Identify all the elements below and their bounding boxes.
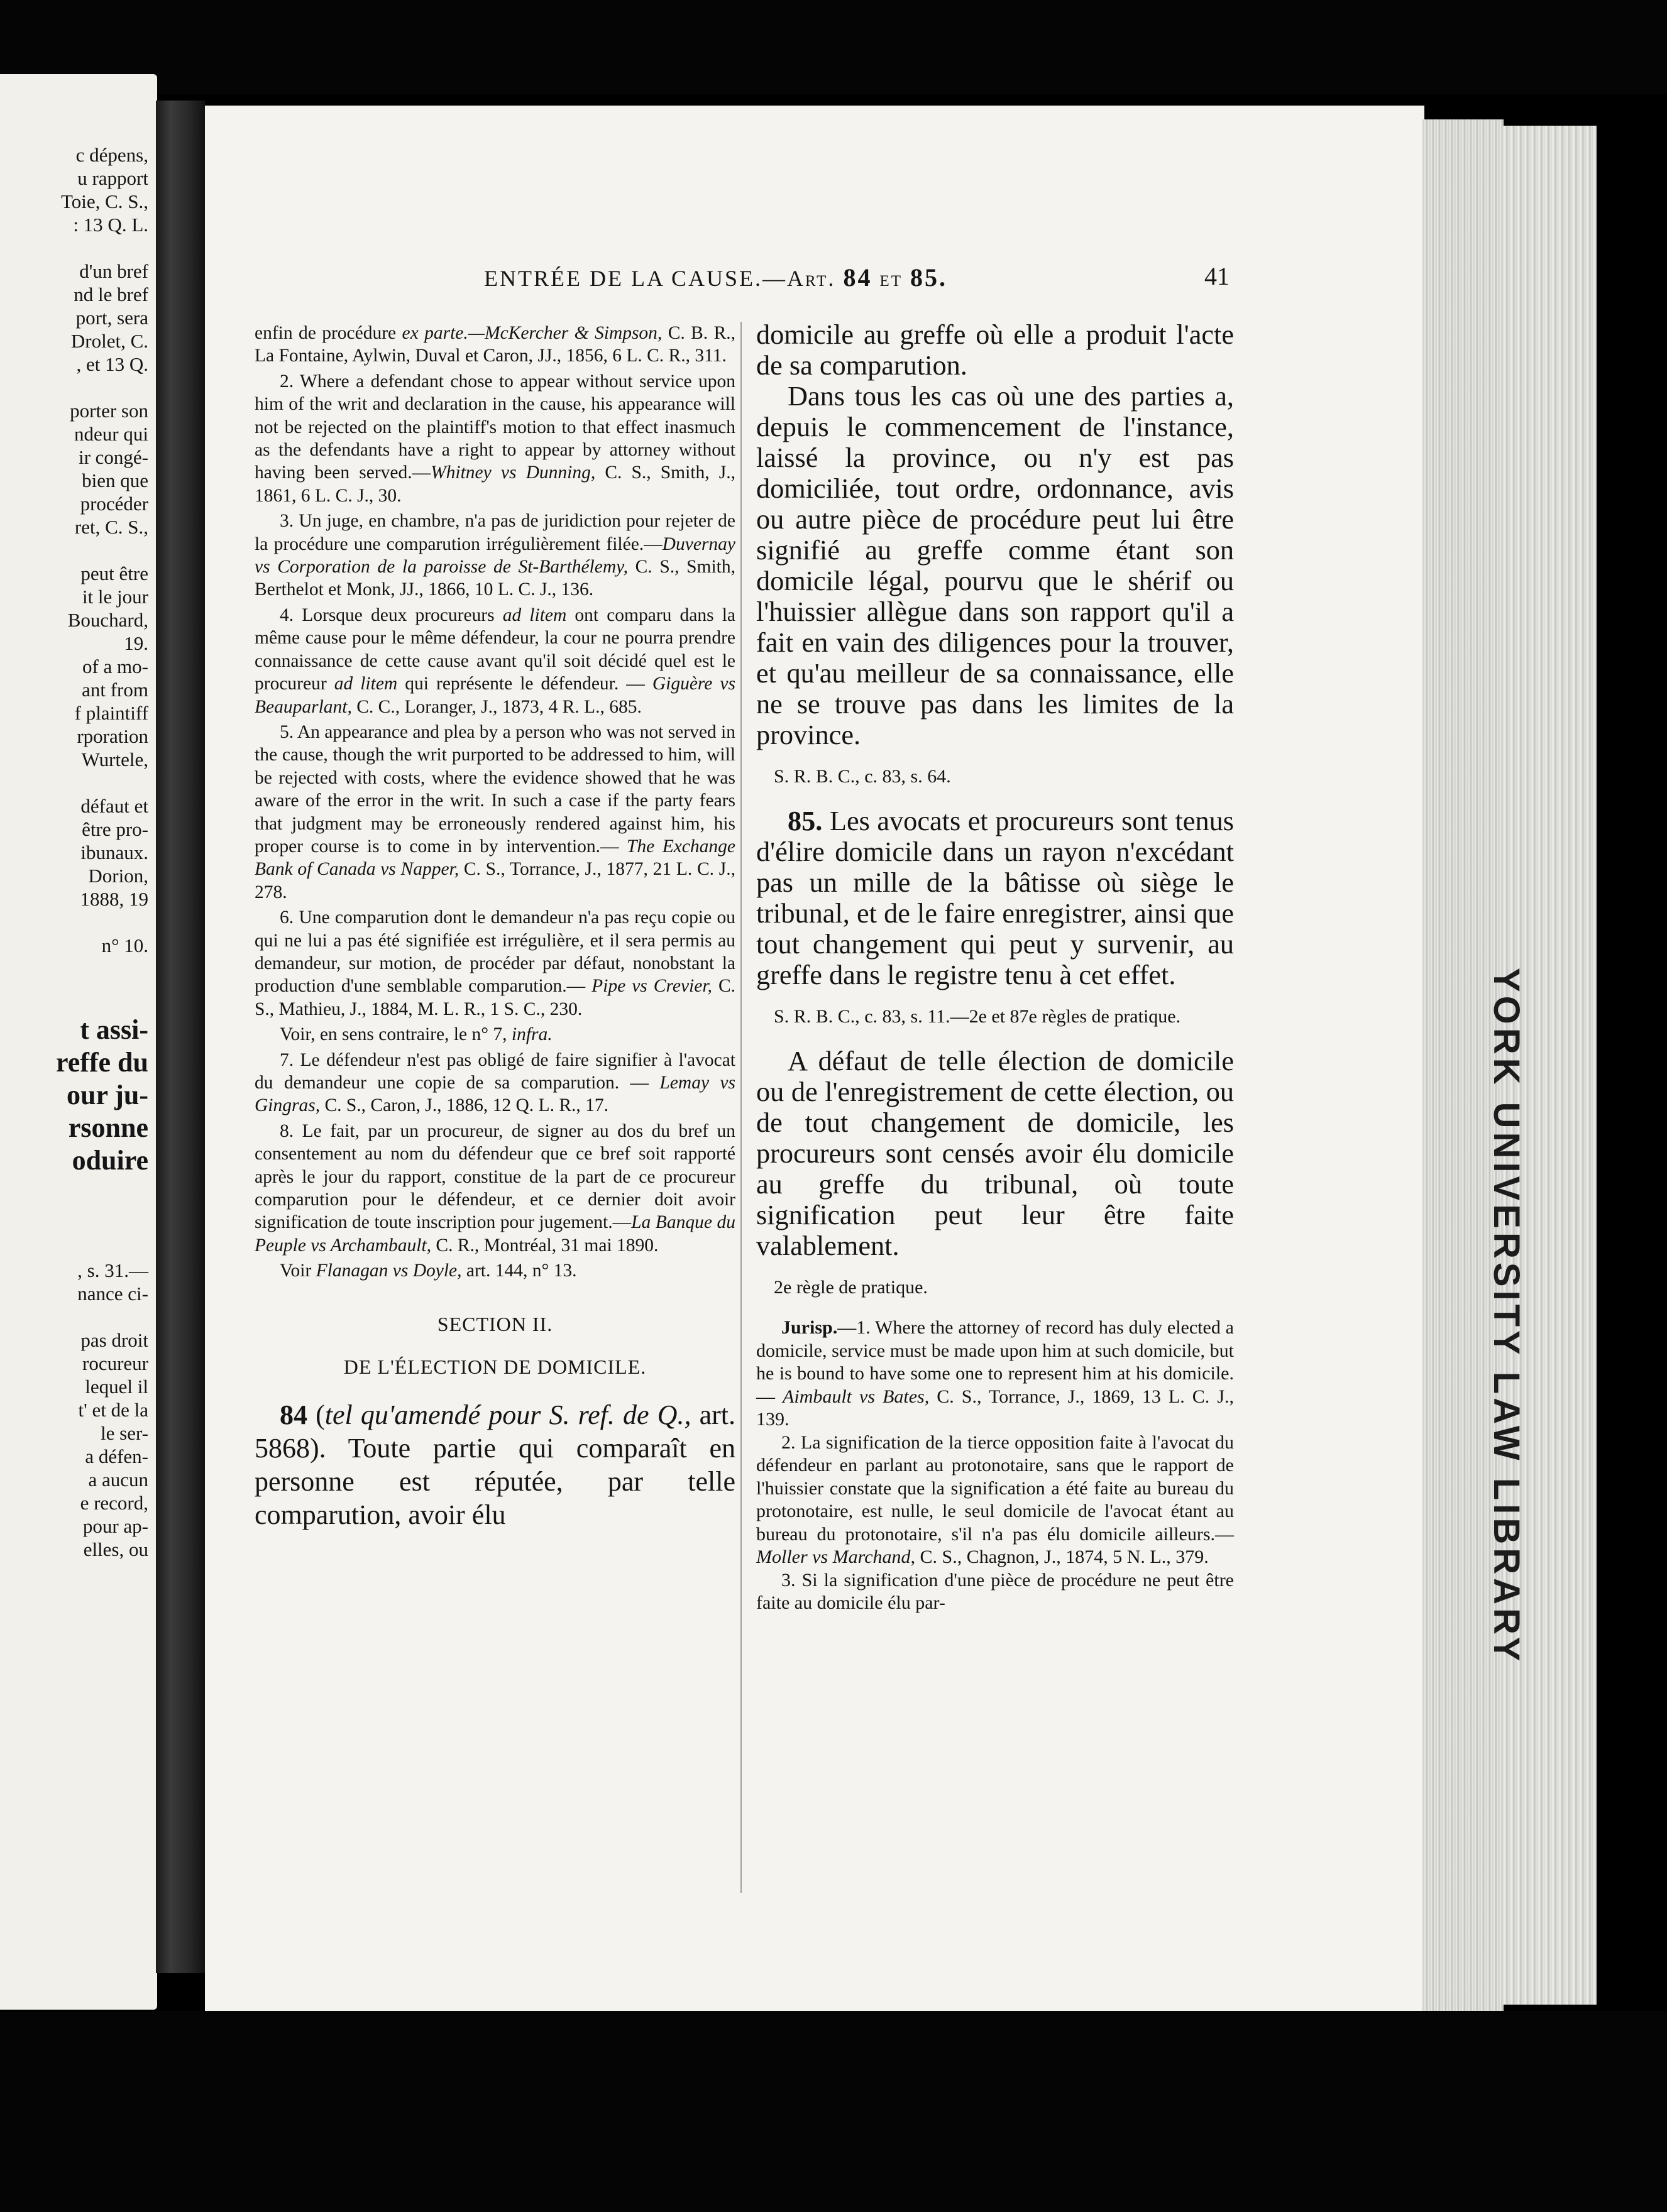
- prev-page-line: , et 13 Q.: [76, 353, 148, 375]
- prev-page-line: nance ci-: [77, 1283, 148, 1305]
- prev-page-line: , s. 31.—: [77, 1259, 148, 1281]
- prev-page-line: oduire: [72, 1145, 148, 1176]
- right-column: [756, 319, 1234, 1615]
- article-84: 84 (tel qu'amendé pour S. ref. de Q., art. 5868). Toute partie qui comparaît en personne est réputée, par telle comparution, avoir élu: [255, 1399, 735, 1531]
- prev-page-line: f plaintiff: [74, 702, 148, 724]
- prev-page-line: rporation: [77, 725, 148, 747]
- prev-page-line: Toie, C. S.,: [60, 190, 148, 212]
- prev-page-line: our ju-: [67, 1080, 148, 1110]
- article-84-continuation: domicile au greffe où elle a produit l'acte de sa comparution.: [756, 319, 1234, 381]
- header-article-1: 84: [843, 263, 872, 292]
- jurisprudence-note-2: 2. La signification de la tierce opposition faite à l'avocat du défendeur en parlant au protonotaire, sans que le rapport de l'huissier constate que la signification a été faite au bureau du protonotaire, est nulle, le seul domicile de l'avocat étant au bureau du protonotaire, s'il n'a pas élu domicile ailleurs.—Moller vs Marchand, C. S., Chagnon, J., 1874, 5 N. L., 379.: [756, 1432, 1234, 1567]
- prev-page-line: lequel il: [85, 1376, 148, 1398]
- left-column: [255, 322, 735, 1534]
- prev-page-line: u rapport: [77, 167, 148, 189]
- prev-page-line: 1888, 19: [80, 888, 148, 910]
- jurisprudence-note-3: 3. Si la signification d'une pièce de procédure ne peut être faite au domicile élu par-: [756, 1569, 1234, 1613]
- article-85: 85. Les avocats et procureurs sont tenus d'élire domicile dans un rayon n'excédant pas un mille de la bâtisse où siège le tribunal, et de le faire enregistrer, ainsi que tout changement qui peut y survenir, au greffe dans le registre tenu à cet effet.: [756, 806, 1234, 990]
- prev-page-line: ndeur qui: [74, 423, 148, 445]
- header-article-2: 85.: [910, 263, 947, 292]
- library-stamp: [1458, 968, 1534, 1665]
- section-title: DE L'ÉLECTION DE DOMICILE.: [343, 1355, 647, 1379]
- scan-border-top: [0, 0, 1667, 94]
- prev-page-line: d'un bref: [79, 260, 148, 282]
- source-reference-2: S. R. B. C., c. 83, s. 11.—2e et 87e règles de pratique.: [774, 1006, 1181, 1027]
- jurisprudence-continuation: enfin de procédure ex parte.—McKercher & Simpson, C. B. R., La Fontaine, Aylwin, Duval et Caron, JJ., 1856, 6 L. C. R., 311.: [255, 323, 735, 366]
- prev-page-line: it le jour: [82, 586, 148, 608]
- article-85-paragraph-2: A défaut de telle élection de domicile ou de l'enregistrement de cette élection, ou de tout changement de domicile, les procureurs sont censés avoir élu domicile au greffe du tribunal, où toute signification peut leur être faite valablement.: [756, 1046, 1234, 1261]
- prev-page-line: e record,: [80, 1492, 148, 1514]
- prev-page-line: Drolet, C.: [70, 330, 148, 352]
- prev-page-line: port, sera: [75, 307, 148, 329]
- prev-page-line: rocureur: [82, 1352, 148, 1374]
- scan-border-bottom: [0, 2011, 1667, 2212]
- prev-page-line: reffe du: [55, 1047, 148, 1078]
- header-art-prefix: Art.: [786, 266, 836, 291]
- prev-page-line: a aucun: [88, 1469, 148, 1491]
- prev-page-line: Dorion,: [88, 865, 148, 887]
- prev-page-line: Bouchard,: [67, 609, 148, 631]
- case-note-5: 5. An appearance and plea by a person who was not served in the cause, though the writ purported to be addressed to him, will be rejected with costs, where the evidence showed that he was aware of the error in the writ. In such a case if the party fears that judgment may be erroneously rendered against him, his proper course is to come in by intervention.— The Exchange Bank of Canada vs Napper, C. S., Torrance, J., 1877, 21 L. C. J., 278.: [255, 721, 735, 902]
- article-84-paragraph-2: Dans tous les cas où une des parties a, depuis le commencement de l'instance, laissé la province, ou n'y est pas domiciliée, tout ordre, ordonnance, avis ou autre pièce de procédure peut lui être signifié au greffe comme étant son domicile légal, pourvu que le shérif ou l'huissier allègue dans son rapport qu'il a fait en vain des diligences pour la trouver, et qu'au meilleur de sa connaissance, elle ne se trouve pas dans les limites de la province.: [756, 381, 1234, 750]
- case-note-7: 7. Le défendeur n'est pas obligé de faire signifier à l'avocat du demandeur une copie de sa comparution. — Lemay vs Gingras, C. S., Caron, J., 1886, 12 Q. L. R., 17.: [255, 1049, 735, 1116]
- prev-page-line: être pro-: [82, 818, 148, 840]
- case-note-2: 2. Where a defendant chose to appear without service upon him of the writ and declaration in the cause, his appearance will not be rejected on the plaintiff's motion to that effect inasmuch as the defendants have a right to appear by attorney without having been served.—Whitney vs Dunning, C. S., Smith, J., 1861, 6 L. C. J., 30.: [255, 371, 736, 506]
- library-stamp-text: YORK UNIVERSITY LAW LIBRARY: [1486, 968, 1527, 1665]
- prev-page-line: ret, C. S.,: [74, 516, 148, 538]
- prev-page-line: nd le bref: [74, 283, 148, 305]
- prev-page-line: pas droit: [80, 1329, 148, 1351]
- prev-page-line: : 13 Q. L.: [73, 214, 148, 236]
- case-note-3: 3. Un juge, en chambre, n'a pas de juridiction pour rejeter de la procédure une comparution irrégulièrement filée.—Duvernay vs Corporation de la paroisse de St-Barthélemy, C. S., Smith, Berthelot et Monk, JJ., 1866, 10 L. C. J., 136.: [255, 511, 735, 600]
- prev-page-line: pour ap-: [82, 1515, 148, 1537]
- prev-page-line: défaut et: [80, 795, 148, 817]
- cross-reference: Voir, en sens contraire, le n° 7, infra.: [280, 1024, 553, 1045]
- prev-page-line: Wurtele,: [81, 748, 148, 770]
- prev-page-line: 19.: [124, 632, 148, 654]
- previous-page-edge: [0, 74, 157, 2010]
- prev-page-line: t assi-: [80, 1014, 148, 1045]
- prev-page-line: le ser-: [101, 1422, 148, 1444]
- section-number: SECTION II.: [437, 1312, 553, 1335]
- jurisprudence-note-1: Jurisp.—1. Where the attorney of record has duly elected a domicile, service must be made upon him at such domicile, but he is bound to have some one to represent him at his domicile. — Aimbault vs Bates, C. S., Torrance, J., 1869, 13 L. C. J., 139.: [756, 1317, 1234, 1430]
- prev-page-line: ant from: [82, 679, 148, 701]
- prev-page-line: a défen-: [85, 1445, 148, 1467]
- prev-page-line: ir congé-: [78, 446, 148, 468]
- case-note-8: 8. Le fait, par un procureur, de signer au dos du bref un consentement au nom du défendeur que ce bref soit rapporté après le jour du rapport, constitue de la part de ce procureur comparution pour le défendeur, et ce dernier doit avoir signification de toute inscription pour jugement.—La Banque du Peuple vs Archambault, C. R., Montréal, 31 mai 1890.: [255, 1120, 735, 1256]
- page-number: 41: [1204, 262, 1230, 290]
- prev-page-line: t' et de la: [78, 1399, 148, 1421]
- prev-page-line: c dépens,: [75, 144, 148, 166]
- prev-page-line: bien que: [82, 469, 148, 491]
- cross-reference-2: Voir Flanagan vs Doyle, art. 144, n° 13.: [280, 1261, 577, 1281]
- running-header: [484, 263, 1238, 292]
- prev-page-line: ibunaux.: [80, 841, 148, 863]
- header-title: ENTRÉE DE LA CAUSE.—: [484, 266, 787, 291]
- prev-page-line: of a mo-: [82, 655, 148, 677]
- prev-page-line: rsonne: [68, 1112, 148, 1143]
- book-gutter: [156, 101, 205, 1973]
- prev-page-line: procéder: [80, 493, 148, 515]
- prev-page-line: porter son: [70, 400, 148, 422]
- column-divider: [740, 322, 742, 1893]
- source-reference-3: 2e règle de pratique.: [774, 1277, 928, 1298]
- case-note-6: 6. Une comparution dont le demandeur n'a pas reçu copie ou qui ne lui a pas été signifiée est irrégulière, et il sera permis au demandeur, sur motion, de procéder par défaut, nonobstant la production d'une semblable comparution.— Pipe vs Crevier, C. S., Mathieu, J., 1884, M. L. R., 1 S. C., 230.: [255, 907, 735, 1019]
- case-note-4: 4. Lorsque deux procureurs ad litem ont comparu dans la même cause pour le même défendeur, la cour ne pourra prendre connaissance de cette cause avant qu'il soit décidé quel est le procureur ad litem qui représente le défendeur. — Giguère vs Beauparlant, C. C., Loranger, J., 1873, 4 R. L., 685.: [255, 605, 735, 717]
- prev-page-line: peut être: [80, 562, 148, 584]
- source-reference-1: S. R. B. C., c. 83, s. 64.: [774, 766, 951, 787]
- header-et: et: [879, 266, 903, 291]
- prev-page-line: n° 10.: [101, 934, 148, 956]
- prev-page-line: elles, ou: [83, 1538, 148, 1560]
